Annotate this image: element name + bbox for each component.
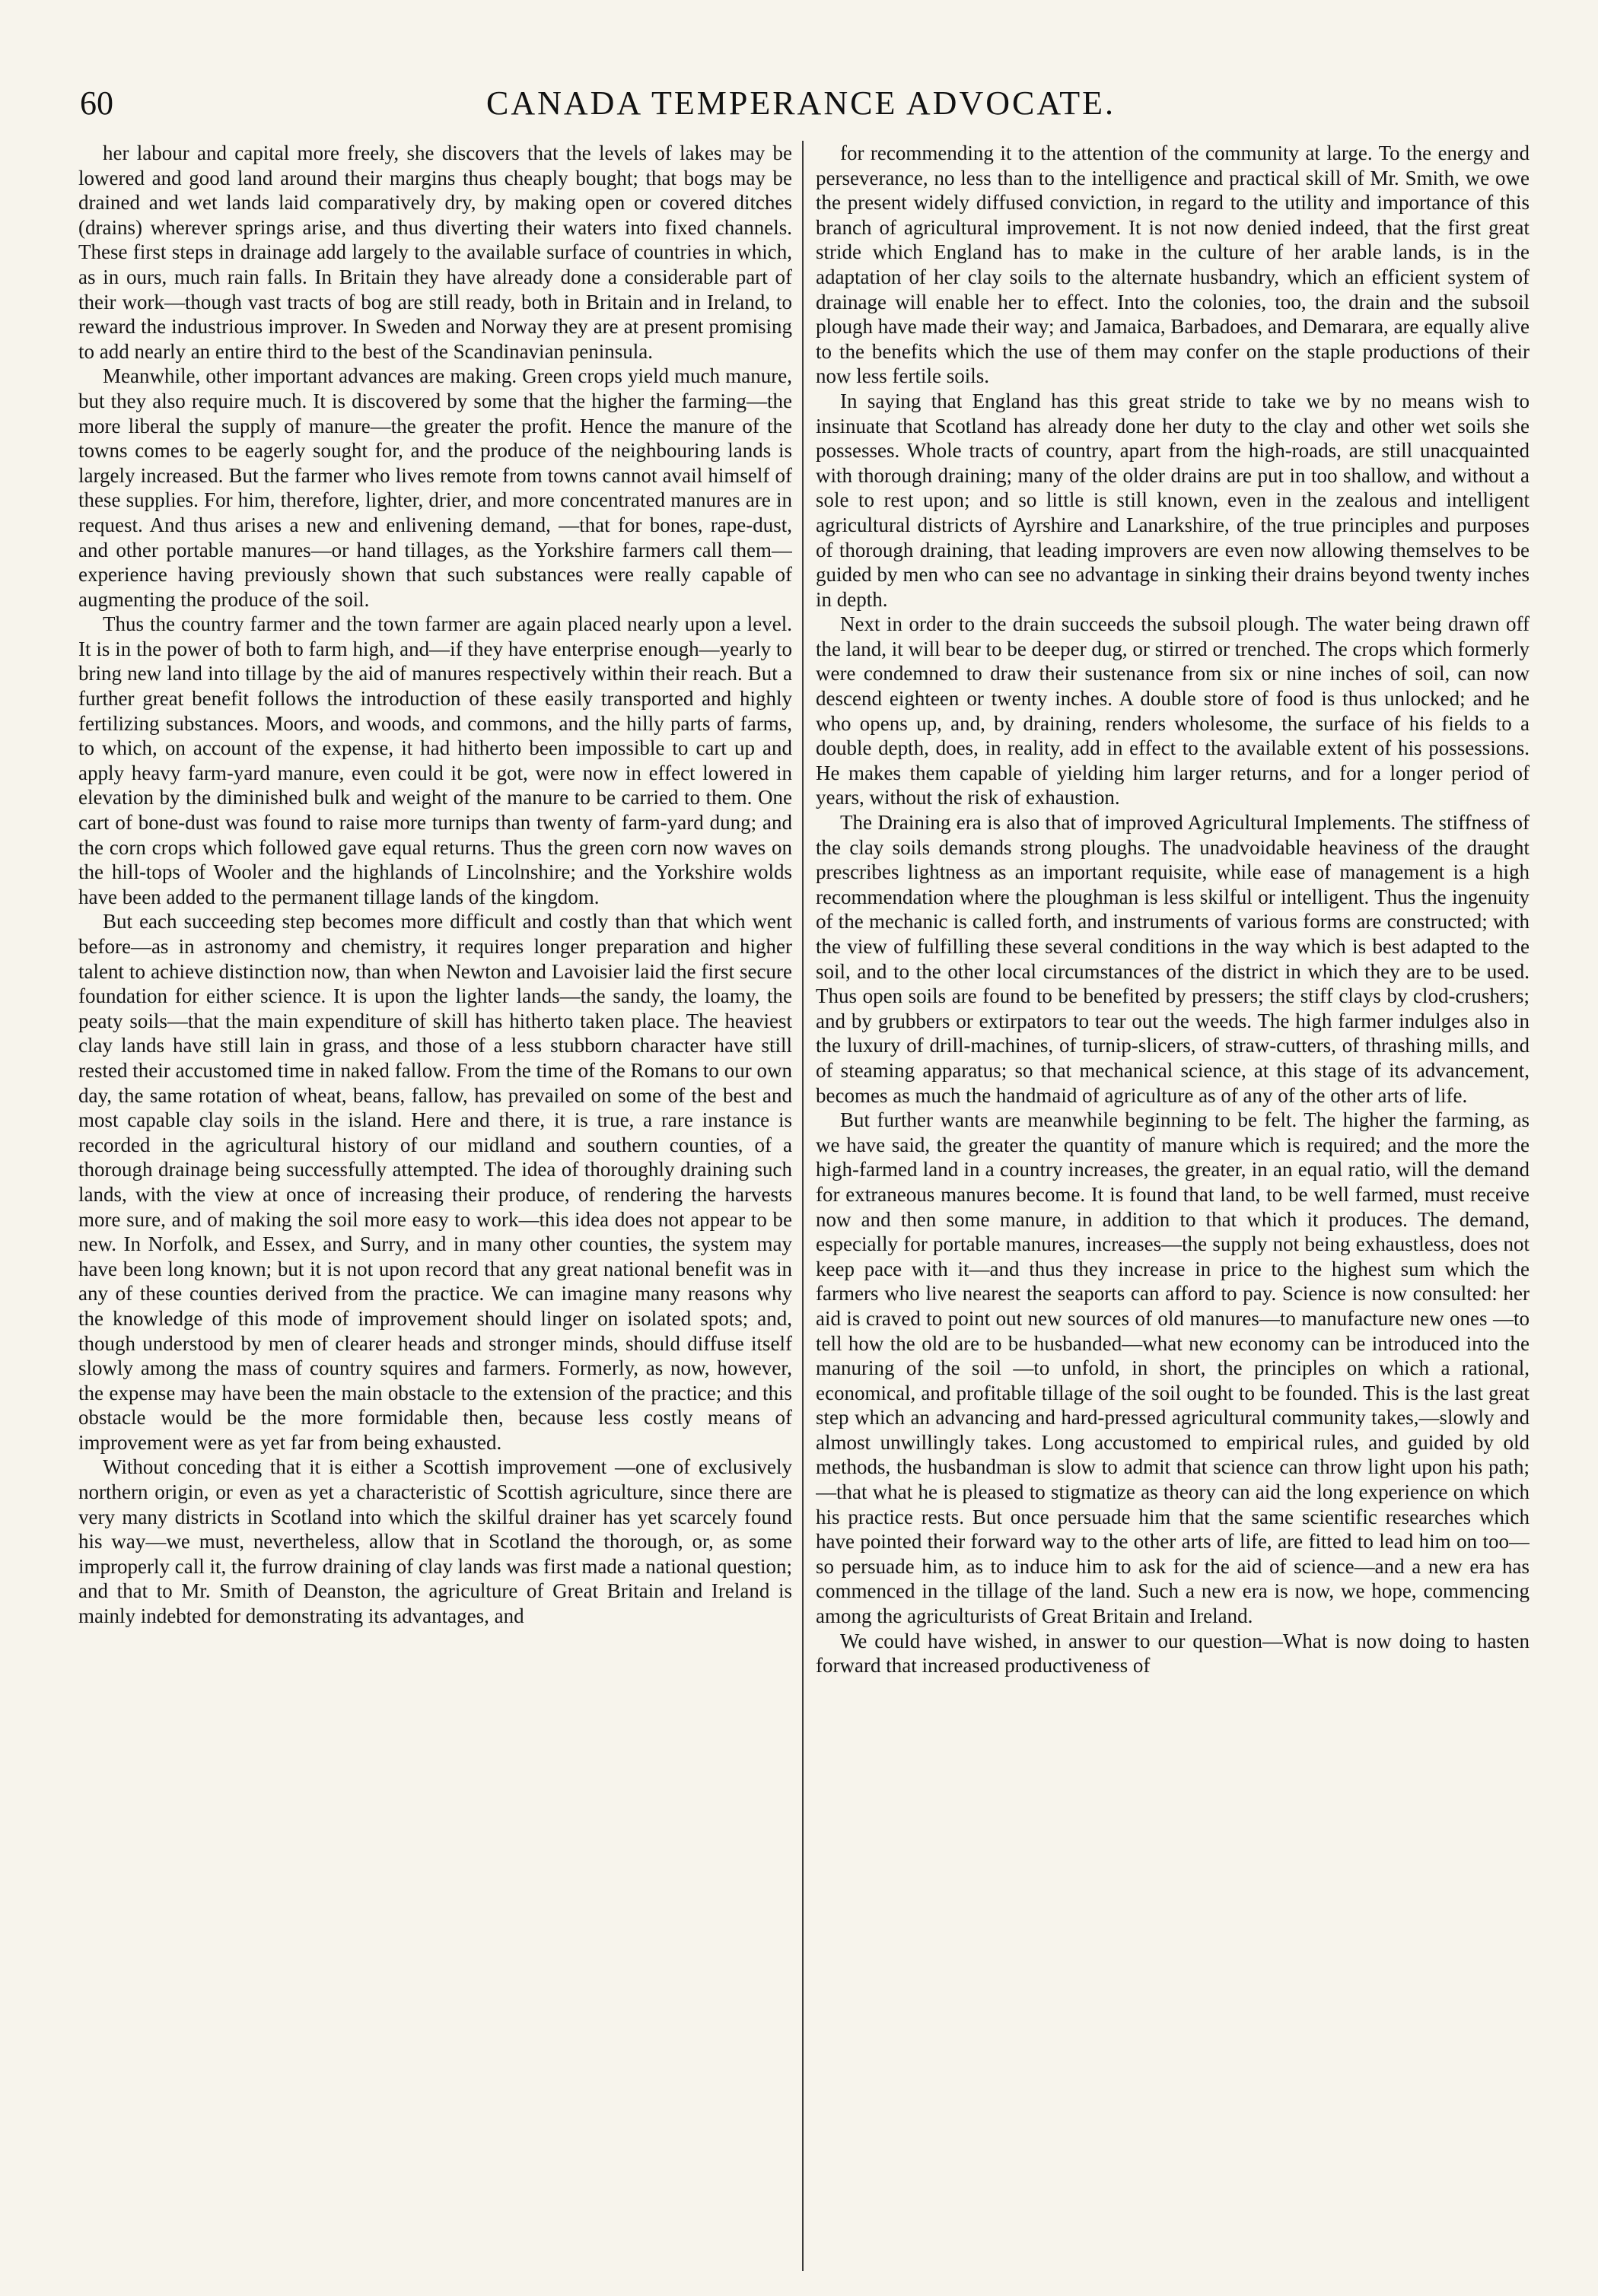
paragraph: Meanwhile, other important advances are making. Green crops yield much manure, but they also require much. It is discovered by some that the higher the farming—the more liberal the supply of manure—the greater the profit. Hence the manure of the towns comes to be eagerly sought for, and the produce of the neighbouring lands is largely increased. But the farmer who lives remote from towns cannot avail himself of these supplies. For him, therefore, lighter, drier, and more concentrated manures are in request. And thus arises a new and enlivening demand, —that for bones, rape-dust, and other portable manures—or hand tillages, as the Yorkshire farmers call them—experience having previously shown that such substances were really capable of augmenting the produce of the soil. <box>78 364 792 611</box>
page-header <box>80 84 1522 129</box>
paragraph: But further wants are meanwhile beginning to be felt. The higher the farming, as we have said, the greater the quantity of manure which is required; and the more the high-farmed land in a country increases, the greater, in an equal ratio, will the demand for extraneous manures become. It is found that land, to be well farmed, must receive now and then some manure, in addition to that which it produces. The demand, especially for portable manures, increases—the supply not being exhaustless, does not keep pace with it—and thus they increase in price to the highest sum which the farmers who live nearest the seaports can afford to pay. Science is now consulted: her aid is craved to point out new sources of old manures—to manufacture new ones —to tell how the old are to be husbanded—what new economy can be introduced into the manuring of the soil —to unfold, in short, the principles on which a rational, economical, and profitable tillage of the soil ought to be founded. This is the last great step which an advancing and hard-pressed agricultural community takes,—slowly and almost unwillingly takes. Long accustomed to empirical rules, and guided by old methods, the husbandman is slow to admit that science can throw light upon his path;—that what he is pleased to stigmatize as theory can aid the long experience on which his practice rests. But once persuade him that the same scientific researches which have pointed their forward way to the other arts of life, are fitted to lead him on too—so persuade him, as to induce him to ask for the aid of science—and a new era has commenced in the tillage of the land. Such a new era is now, we hope, commencing among the agriculturists of Great Britain and Ireland. <box>816 1108 1530 1628</box>
paragraph: for recommending it to the attention of the community at large. To the energy and perseverance, no less than to the intelligence and practical skill of Mr. Smith, we owe the present widely diffused conviction, in regard to the utility and importance of this branch of agricultural improvement. It is not now denied indeed, that the first great stride which England has to make in the culture of her arable lands, is in the adaptation of her clay soils to the alternate husbandry, which an efficient system of drainage will enable her to effect. Into the colonies, too, the drain and the subsoil plough have made their way; and Jamaica, Barbadoes, and Demarara, are equally alive to the benefits which the use of them may confer on the staple productions of their now less fertile soils. <box>816 142 1530 388</box>
paragraph: Next in order to the drain succeeds the subsoil plough. The water being drawn off the land, it will bear to be deeper dug, or stirred or trenched. The crops which formerly were condemned to draw their sustenance from six or nine inches of soil, can now descend eighteen or twenty inches. A double store of food is thus unlocked; and he who opens up, and, by draining, renders wholesome, the surface of his fields to a double depth, does, in reality, add in effect to the available extent of his possessions. He makes them capable of yielding him larger returns, and for a longer period of years, without the risk of exhaustion. <box>816 612 1530 809</box>
paragraph: In saying that England has this great stride to take we by no means wish to insinuate that Scotland has already done her duty to the clay and other wet soils she possesses. Whole tracts of country, apart from the high-roads, are still unacquainted with thorough draining; many of the older drains are put in too shallow, and without a sole to rest upon; and so little is still known, even in the zealous and intelligent agricultural districts of Ayrshire and Lanarkshire, of the true principles and purposes of thorough draining, that leading improvers are even now allowing themselves to be guided by men who can see no advantage in sinking their drains beyond twenty inches in depth. <box>816 389 1530 611</box>
paragraph: The Draining era is also that of improved Agricultural Implements. The stiffness of the clay soils demands strong ploughs. The unadvoidable heaviness of the draught prescribes lightness as an important requisite, while ease of management is a high recommendation where the ploughman is less skilful or intelligent. Thus the ingenuity of the mechanic is called forth, and instruments of various forms are constructed; with the view of fulfilling these several conditions in the way which is best adapted to the soil, and to the other local circumstances of the district in which they are to be used. Thus open soils are found to be benefited by pressers; the stiff clays by clod-crushers; and by grubbers or extirpators to tear out the weeds. The high farmer indulges also in the luxury of drill-machines, of turnip-slicers, of straw-cutters, of thrashing mills, and of steaming apparatus; so that mechanical science, at this stage of its advancement, becomes as much the handmaid of agriculture as of any of the other arts of life. <box>816 811 1530 1107</box>
paragraph: her labour and capital more freely, she discovers that the levels of lakes may be lowered and good land around their margins thus cheaply bought; that bogs may be drained and wet lands laid comparatively dry, by making open or covered ditches (drains) wherever springs arise, and thus diverting their waters into fixed channels. These first steps in drainage add largely to the available surface of countries in which, as in ours, much rain falls. In Britain they have already done a considerable part of their work—though vast tracts of bog are still ready, both in Britain and in Ireland, to reward the industrious improver. In Sweden and Norway they are at present promising to add nearly an entire third to the best of the Scandinavian peninsula. <box>78 142 792 363</box>
right-column <box>816 141 1530 2271</box>
column-divider <box>802 141 804 2271</box>
paragraph: We could have wished, in answer to our question—What is now doing to hasten forward that increased productiveness of <box>816 1629 1530 1677</box>
page-number: 60 <box>80 84 113 122</box>
paragraph: Without conceding that it is either a Scottish improvement —one of exclusively northern origin, or even as yet a characteristic of Scottish agriculture, since there are very many districts in Scotland into which the skilful drainer has yet scarcely found his way—we must, nevertheless, allow that in Scotland the thorough, or, as some improperly call it, the furrow draining of clay lands was first made a national question; and that to Mr. Smith of Deanston, the agriculture of Great Britain and Ireland is mainly indebted for demonstrating its advantages, and <box>78 1455 792 1628</box>
paragraph: Thus the country farmer and the town farmer are again placed nearly upon a level. It is in the power of both to farm high, and—if they have enterprise enough—yearly to bring new land into tillage by the aid of manures respectively within their reach. But a further great benefit follows the introduction of these easily transported and highly fertilizing substances. Moors, and woods, and commons, and the hilly parts of farms, to which, on account of the expense, it had hitherto been impossible to cart up and apply heavy farm-yard manure, even could it be got, were now in effect lowered in elevation by the diminished bulk and weight of the manure to be carried to them. One cart of bone-dust was found to raise more turnips than twenty of farm-yard dung; and the corn crops which followed gave equal returns. Thus the green corn now waves on the hill-tops of Wooler and the highlands of Lincolnshire; and the Yorkshire wolds have been added to the permanent tillage lands of the kingdom. <box>78 612 792 908</box>
masthead-title: CANADA TEMPERANCE ADVOCATE. <box>485 84 1116 122</box>
paragraph: But each succeeding step becomes more difficult and costly than that which went before—as in astronomy and chemistry, it requires longer preparation and higher talent to achieve distinction now, than when Newton and Lavoisier laid the first secure foundation for either science. It is upon the lighter lands—the sandy, the loamy, the peaty soils—that the main expenditure of skill has hitherto taken place. The heaviest clay lands have still lain in grass, and those of a less stubborn character have still rested their accustomed time in naked fallow. From the time of the Romans to our own day, the same rotation of wheat, beans, fallow, has prevailed on some of the best and most capable clay soils in the island. Here and there, it is true, a rare instance is recorded in the agricultural history of our midland and southern counties, of a thorough drainage being successfully attempted. The idea of thoroughly draining such lands, with the view at once of increasing their produce, of rendering the harvests more sure, and of making the soil more easy to work—this idea does not appear to be new. In Norfolk, and Essex, and Surry, and in many other counties, the system may have been long known; but it is not upon record that any great national benefit was in any of these counties derived from the practice. We can imagine many reasons why the knowledge of this mode of improvement should linger on isolated spots; and, though understood by men of clearer heads and stronger minds, should diffuse itself slowly among the mass of country squires and farmers. Formerly, as now, however, the expense may have been the main obstacle to the extension of the practice; and this obstacle would be the more formidable then, because less costly means of improvement were as yet far from being exhausted. <box>78 910 792 1454</box>
left-column <box>78 141 792 2271</box>
